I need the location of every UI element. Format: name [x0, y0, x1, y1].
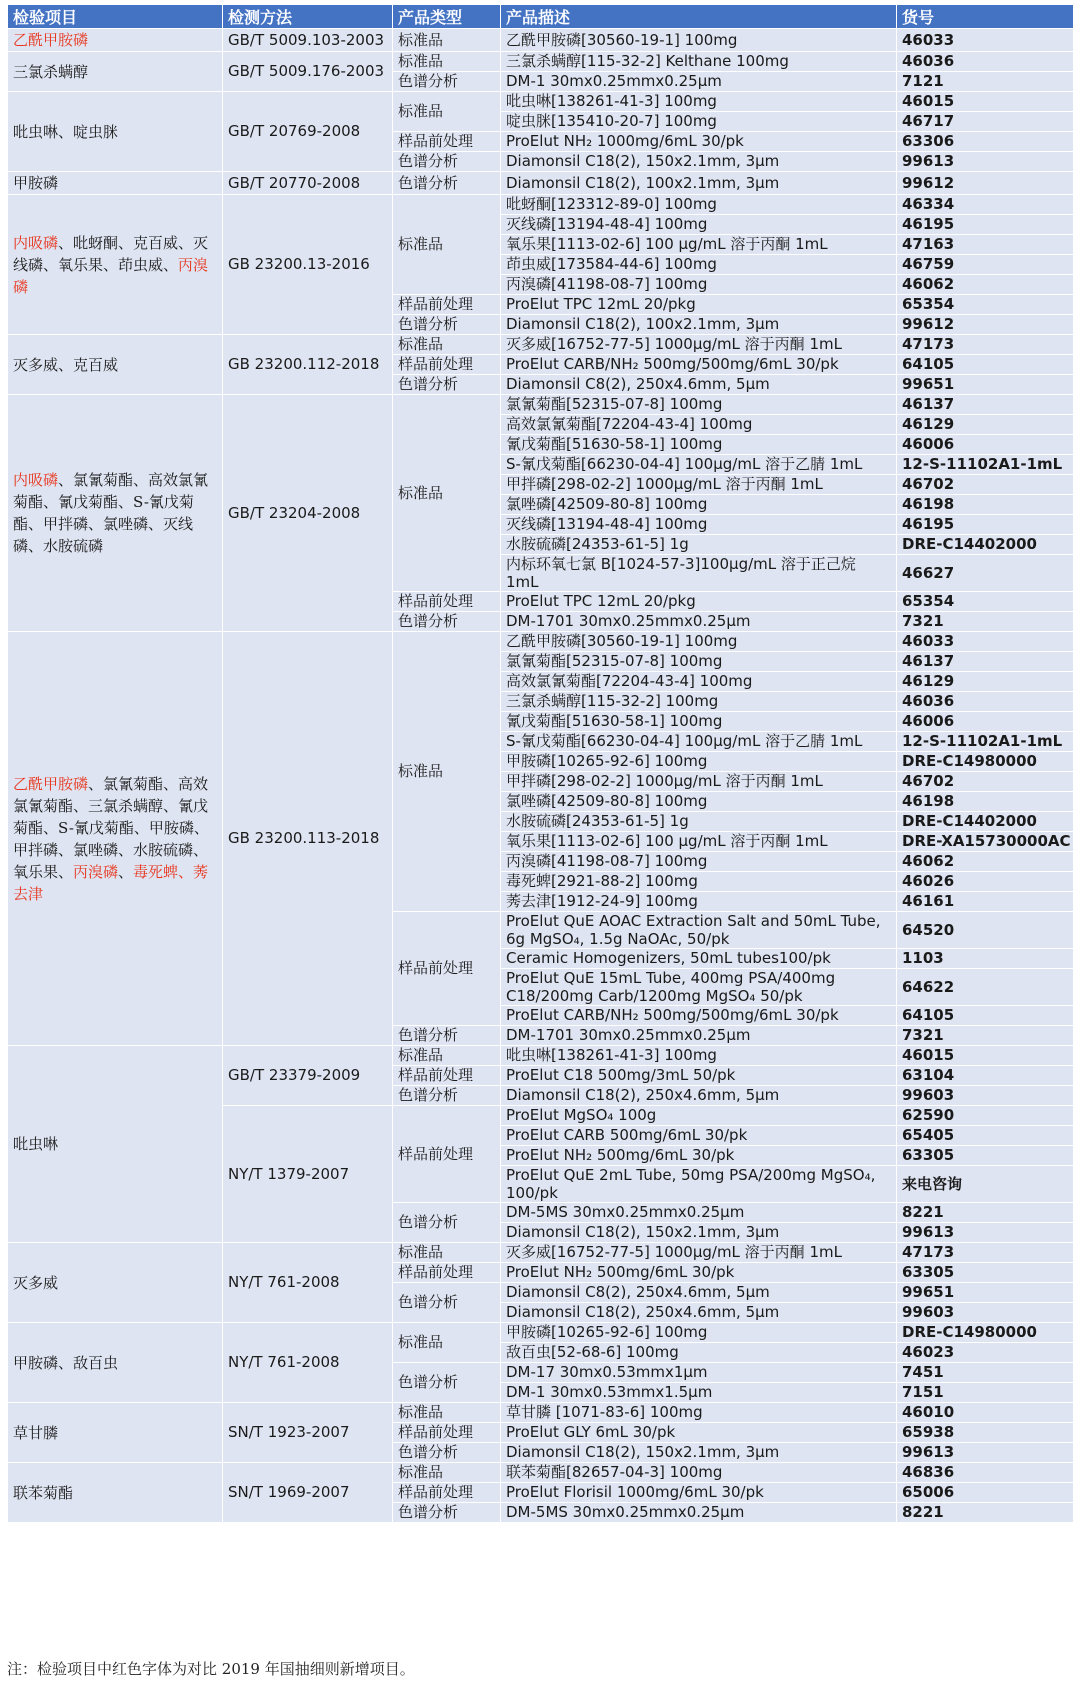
- product-description-cell: ProElut QuE 2mL Tube, 50mg PSA/200mg MgSO₄, 100/pk: [501, 1166, 897, 1203]
- table-row: [8, 29, 1074, 52]
- catalog-number-cell: 64105: [897, 355, 1074, 375]
- catalog-number-cell: 64520: [897, 912, 1074, 949]
- table-row: [8, 632, 1074, 652]
- inspection-item-cell: [8, 1323, 223, 1403]
- catalog-number-cell: 47163: [897, 235, 1074, 255]
- product-type-cell: 标准品: [393, 1243, 501, 1263]
- product-description-cell: 甲胺磷[10265-92-6] 100mg: [501, 752, 897, 772]
- product-type-cell: 标准品: [393, 92, 501, 132]
- product-description-cell: 灭线磷[13194-48-4] 100mg: [501, 515, 897, 535]
- product-description-cell: ProElut MgSO₄ 100g: [501, 1106, 897, 1126]
- item-text: 吡虫啉、啶虫脒: [13, 122, 119, 141]
- catalog-number-cell: 99612: [897, 172, 1074, 195]
- catalog-number-cell: 来电咨询: [897, 1166, 1074, 1203]
- inspection-item-cell: [8, 1046, 223, 1243]
- product-description-cell: DM-5MS 30mx0.25mmx0.25μm: [501, 1503, 897, 1523]
- item-text: 吡虫啉: [13, 1135, 59, 1153]
- method-cell: GB/T 20769-2008: [223, 92, 393, 172]
- catalog-number-cell: 46129: [897, 415, 1074, 435]
- catalog-number-cell: 46627: [897, 555, 1074, 592]
- product-type-cell: 标准品: [393, 195, 501, 295]
- product-type-cell: 标准品: [393, 1046, 501, 1066]
- method-cell: GB/T 5009.176-2003: [223, 52, 393, 92]
- catalog-number-cell: 99613: [897, 152, 1074, 172]
- product-description-cell: 氧乐果[1113-02-6] 100 μg/mL 溶于丙酮 1mL: [501, 832, 897, 852]
- catalog-number-cell: 46702: [897, 772, 1074, 792]
- item-text: 、氯氰菊酯、高效氯氰菊酯、三氯杀螨醇、氰戊菊酯、S-氰戊菊酯、甲胺磷、甲拌磷、氯唑磷、水胺硫磷、氧乐果、: [13, 774, 209, 881]
- catalog-number-cell: 46137: [897, 652, 1074, 672]
- method-cell: GB/T 23204-2008: [223, 395, 393, 632]
- product-description-cell: 内标环氧七氯 B[1024-57-3]100μg/mL 溶于正己烷 1mL: [501, 555, 897, 592]
- product-description-cell: ProElut Florisil 1000mg/6mL 30/pk: [501, 1483, 897, 1503]
- product-type-cell: 样品前处理: [393, 1483, 501, 1503]
- header-cell: 产品类型: [393, 5, 501, 29]
- item-text: 、吡蚜酮、克百威、灭线磷、氧乐果、茚虫威、: [13, 233, 209, 274]
- catalog-number-cell: 46015: [897, 92, 1074, 112]
- product-description-cell: 氰戊菊酯[51630-58-1] 100mg: [501, 712, 897, 732]
- catalog-number-cell: 65938: [897, 1423, 1074, 1443]
- catalog-number-cell: 46137: [897, 395, 1074, 415]
- footnote: 注：检验项目中红色字体为对比 2019 年国抽细则新增项目。: [7, 1660, 415, 1678]
- inspection-item-cell: [8, 1243, 223, 1323]
- catalog-number-cell: 7121: [897, 72, 1074, 92]
- catalog-number-cell: 46129: [897, 672, 1074, 692]
- catalog-number-cell: 99651: [897, 1283, 1074, 1303]
- product-description-cell: 啶虫脒[135410-20-7] 100mg: [501, 112, 897, 132]
- product-type-cell: 色谱分析: [393, 152, 501, 172]
- product-type-cell: 标准品: [393, 29, 501, 52]
- catalog-number-cell: 46006: [897, 712, 1074, 732]
- catalog-number-cell: 46759: [897, 255, 1074, 275]
- product-description-cell: 草甘膦 [1071-83-6] 100mg: [501, 1403, 897, 1423]
- item-text: 、: [118, 862, 134, 881]
- catalog-number-cell: 63305: [897, 1146, 1074, 1166]
- product-description-cell: 联苯菊酯[82657-04-3] 100mg: [501, 1463, 897, 1483]
- header-cell: 检验项目: [8, 5, 223, 29]
- product-description-cell: DM-1701 30mx0.25mmx0.25μm: [501, 612, 897, 632]
- item-text: 灭多威、克百威: [13, 355, 119, 374]
- table-row: [8, 1403, 1074, 1423]
- catalog-number-cell: 46836: [897, 1463, 1074, 1483]
- product-description-cell: ProElut TPC 12mL 20/pkg: [501, 295, 897, 315]
- catalog-number-cell: 65354: [897, 295, 1074, 315]
- product-type-cell: 色谱分析: [393, 1026, 501, 1046]
- product-description-cell: Diamonsil C18(2), 150x2.1mm, 3μm: [501, 1443, 897, 1463]
- table-row: [8, 92, 1074, 112]
- product-type-cell: 色谱分析: [393, 315, 501, 335]
- product-description-cell: Ceramic Homogenizers, 50mL tubes100/pk: [501, 949, 897, 969]
- product-description-cell: ProElut CARB/NH₂ 500mg/500mg/6mL 30/pk: [501, 355, 897, 375]
- product-description-cell: 氧乐果[1113-02-6] 100 μg/mL 溶于丙酮 1mL: [501, 235, 897, 255]
- product-description-cell: DM-1 30mx0.53mmx1.5μm: [501, 1383, 897, 1403]
- catalog-number-cell: 46334: [897, 195, 1074, 215]
- product-description-cell: Diamonsil C8(2), 250x4.6mm, 5μm: [501, 1283, 897, 1303]
- catalog-number-cell: 8221: [897, 1203, 1074, 1223]
- product-type-cell: 标准品: [393, 335, 501, 355]
- product-description-cell: 丙溴磷[41198-08-7] 100mg: [501, 852, 897, 872]
- catalog-number-cell: 12-S-11102A1-1mL: [897, 732, 1074, 752]
- catalog-number-cell: 65405: [897, 1126, 1074, 1146]
- new-item-text: 内吸磷: [13, 233, 59, 252]
- product-description-cell: 吡虫啉[138261-41-3] 100mg: [501, 92, 897, 112]
- catalog-number-cell: DRE-C14402000: [897, 535, 1074, 555]
- product-description-cell: 吡蚜酮[123312-89-0] 100mg: [501, 195, 897, 215]
- product-type-cell: 标准品: [393, 632, 501, 912]
- catalog-number-cell: 99651: [897, 375, 1074, 395]
- catalog-number-cell: 99603: [897, 1303, 1074, 1323]
- product-type-cell: 样品前处理: [393, 592, 501, 612]
- method-cell: GB 23200.13-2016: [223, 195, 393, 335]
- product-description-cell: 高效氯氰菊酯[72204-43-4] 100mg: [501, 672, 897, 692]
- catalog-number-cell: 12-S-11102A1-1mL: [897, 455, 1074, 475]
- product-description-cell: 灭多威[16752-77-5] 1000μg/mL 溶于丙酮 1mL: [501, 1243, 897, 1263]
- catalog-number-cell: 46015: [897, 1046, 1074, 1066]
- product-description-cell: 氯氰菊酯[52315-07-8] 100mg: [501, 395, 897, 415]
- product-description-cell: Diamonsil C18(2), 250x4.6mm, 5μm: [501, 1303, 897, 1323]
- item-text: 灭多威: [13, 1273, 59, 1292]
- product-description-cell: DM-1701 30mx0.25mmx0.25μm: [501, 1026, 897, 1046]
- product-type-cell: 色谱分析: [393, 1363, 501, 1403]
- product-description-cell: ProElut QuE AOAC Extraction Salt and 50mL Tube, 6g MgSO₄, 1.5g NaOAc, 50/pk: [501, 912, 897, 949]
- catalog-number-cell: 64105: [897, 1006, 1074, 1026]
- product-description-cell: Diamonsil C18(2), 150x2.1mm, 3μm: [501, 1223, 897, 1243]
- product-description-cell: Diamonsil C18(2), 100x2.1mm, 3μm: [501, 172, 897, 195]
- method-cell: SN/T 1969-2007: [223, 1463, 393, 1523]
- catalog-number-cell: 63306: [897, 132, 1074, 152]
- catalog-number-cell: 46195: [897, 515, 1074, 535]
- header-cell: 检测方法: [223, 5, 393, 29]
- method-cell: NY/T 1379-2007: [223, 1106, 393, 1243]
- catalog-number-cell: 46198: [897, 792, 1074, 812]
- catalog-number-cell: 46026: [897, 872, 1074, 892]
- catalog-number-cell: 62590: [897, 1106, 1074, 1126]
- product-type-cell: 样品前处理: [393, 1066, 501, 1086]
- product-type-cell: 样品前处理: [393, 1106, 501, 1203]
- inspection-item-cell: [8, 632, 223, 1046]
- product-description-cell: 丙溴磷[41198-08-7] 100mg: [501, 275, 897, 295]
- product-description-cell: 茚虫威[173584-44-6] 100mg: [501, 255, 897, 275]
- product-description-cell: 高效氯氰菊酯[72204-43-4] 100mg: [501, 415, 897, 435]
- product-type-cell: 色谱分析: [393, 172, 501, 195]
- product-type-cell: 标准品: [393, 1463, 501, 1483]
- inspection-item-cell: [8, 395, 223, 632]
- catalog-number-cell: 46036: [897, 52, 1074, 72]
- product-type-cell: 样品前处理: [393, 295, 501, 315]
- product-description-cell: 灭多威[16752-77-5] 1000μg/mL 溶于丙酮 1mL: [501, 335, 897, 355]
- catalog-number-cell: 46010: [897, 1403, 1074, 1423]
- product-type-cell: 标准品: [393, 395, 501, 592]
- product-description-cell: ProElut TPC 12mL 20/pkg: [501, 592, 897, 612]
- product-type-cell: 色谱分析: [393, 375, 501, 395]
- product-description-cell: 灭线磷[13194-48-4] 100mg: [501, 215, 897, 235]
- catalog-number-cell: 99603: [897, 1086, 1074, 1106]
- header-row: [8, 5, 1074, 29]
- table-body: [8, 29, 1074, 1523]
- catalog-number-cell: DRE-XA15730000AC: [897, 832, 1074, 852]
- product-description-cell: 氯唑磷[42509-80-8] 100mg: [501, 495, 897, 515]
- product-description-cell: 甲胺磷[10265-92-6] 100mg: [501, 1323, 897, 1343]
- product-type-cell: 标准品: [393, 52, 501, 72]
- product-description-cell: 三氯杀螨醇[115-32-2] 100mg: [501, 692, 897, 712]
- catalog-number-cell: 8221: [897, 1503, 1074, 1523]
- product-description-cell: Diamonsil C18(2), 150x2.1mm, 3μm: [501, 152, 897, 172]
- catalog-number-cell: 99612: [897, 315, 1074, 335]
- inspection-item-cell: [8, 172, 223, 195]
- table-row: [8, 395, 1074, 415]
- product-type-cell: 色谱分析: [393, 1503, 501, 1523]
- product-description-cell: 水胺硫磷[24353-61-5] 1g: [501, 535, 897, 555]
- catalog-number-cell: 63305: [897, 1263, 1074, 1283]
- product-description-cell: Diamonsil C18(2), 250x4.6mm, 5μm: [501, 1086, 897, 1106]
- product-type-cell: 标准品: [393, 1323, 501, 1363]
- catalog-number-cell: 46023: [897, 1343, 1074, 1363]
- inspection-item-cell: [8, 195, 223, 335]
- catalog-number-cell: 7321: [897, 612, 1074, 632]
- catalog-number-cell: 46062: [897, 275, 1074, 295]
- product-description-cell: 水胺硫磷[24353-61-5] 1g: [501, 812, 897, 832]
- product-type-cell: 色谱分析: [393, 72, 501, 92]
- item-text: 联苯菊酯: [13, 1483, 74, 1502]
- catalog-number-cell: 46006: [897, 435, 1074, 455]
- catalog-number-cell: 7451: [897, 1363, 1074, 1383]
- product-description-cell: 氯氰菊酯[52315-07-8] 100mg: [501, 652, 897, 672]
- product-description-cell: S-氰戊菊酯[66230-04-4] 100μg/mL 溶于乙腈 1mL: [501, 455, 897, 475]
- product-description-cell: 甲拌磷[298-02-2] 1000μg/mL 溶于丙酮 1mL: [501, 772, 897, 792]
- product-description-cell: 氰戊菊酯[51630-58-1] 100mg: [501, 435, 897, 455]
- item-text: 草甘膦: [13, 1423, 59, 1442]
- header-cell: 货号: [897, 5, 1074, 29]
- catalog-number-cell: 1103: [897, 949, 1074, 969]
- table-row: [8, 1463, 1074, 1483]
- catalog-number-cell: 46161: [897, 892, 1074, 912]
- catalog-number-cell: 99613: [897, 1223, 1074, 1243]
- method-cell: GB 23200.112-2018: [223, 335, 393, 395]
- inspection-item-cell: [8, 92, 223, 172]
- catalog-number-cell: 99613: [897, 1443, 1074, 1463]
- new-item-text: 乙酰甲胺磷: [13, 774, 89, 793]
- product-table: [7, 4, 1074, 1523]
- method-cell: GB/T 20770-2008: [223, 172, 393, 195]
- catalog-number-cell: 7151: [897, 1383, 1074, 1403]
- product-description-cell: Diamonsil C18(2), 100x2.1mm, 3μm: [501, 315, 897, 335]
- catalog-number-cell: 46062: [897, 852, 1074, 872]
- catalog-number-cell: 7321: [897, 1026, 1074, 1046]
- table-row: [8, 1046, 1074, 1066]
- product-description-cell: ProElut C18 500mg/3mL 50/pk: [501, 1066, 897, 1086]
- product-type-cell: 样品前处理: [393, 132, 501, 152]
- product-description-cell: ProElut QuE 15mL Tube, 400mg PSA/400mg C18/200mg Carb/1200mg MgSO₄ 50/pk: [501, 969, 897, 1006]
- catalog-number-cell: 46033: [897, 632, 1074, 652]
- table-row: [8, 52, 1074, 72]
- product-type-cell: 样品前处理: [393, 1423, 501, 1443]
- catalog-number-cell: DRE-C14980000: [897, 752, 1074, 772]
- new-item-text: 毒死蜱、莠去津: [13, 862, 209, 903]
- product-description-cell: ProElut CARB/NH₂ 500mg/500mg/6mL 30/pk: [501, 1006, 897, 1026]
- catalog-number-cell: 46033: [897, 29, 1074, 52]
- product-description-cell: DM-5MS 30mx0.25mmx0.25μm: [501, 1203, 897, 1223]
- product-description-cell: 毒死蜱[2921-88-2] 100mg: [501, 872, 897, 892]
- inspection-item-cell: [8, 335, 223, 395]
- method-cell: GB/T 23379-2009: [223, 1046, 393, 1106]
- catalog-number-cell: 46717: [897, 112, 1074, 132]
- catalog-number-cell: 46195: [897, 215, 1074, 235]
- item-text: 、氯氰菊酯、高效氯氰菊酯、氰戊菊酯、S-氰戊菊酯、甲拌磷、氯唑磷、灭线磷、水胺硫磷: [13, 471, 209, 555]
- item-text: 三氯杀螨醇: [13, 62, 89, 81]
- product-description-cell: 莠去津[1912-24-9] 100mg: [501, 892, 897, 912]
- product-description-cell: 乙酰甲胺磷[30560-19-1] 100mg: [501, 29, 897, 52]
- table-row: [8, 172, 1074, 195]
- new-item-text: 丙溴磷: [13, 255, 209, 296]
- product-type-cell: 色谱分析: [393, 1283, 501, 1323]
- new-item-text: 丙溴磷: [73, 862, 119, 881]
- catalog-number-cell: 63104: [897, 1066, 1074, 1086]
- method-cell: SN/T 1923-2007: [223, 1403, 393, 1463]
- product-description-cell: DM-1 30mx0.25mmx0.25μm: [501, 72, 897, 92]
- product-description-cell: ProElut NH₂ 500mg/6mL 30/pk: [501, 1146, 897, 1166]
- catalog-number-cell: 65354: [897, 592, 1074, 612]
- catalog-number-cell: 65006: [897, 1483, 1074, 1503]
- product-description-cell: Diamonsil C8(2), 250x4.6mm, 5μm: [501, 375, 897, 395]
- catalog-number-cell: 46036: [897, 692, 1074, 712]
- product-description-cell: ProElut NH₂ 500mg/6mL 30/pk: [501, 1263, 897, 1283]
- new-item-text: 乙酰甲胺磷: [13, 31, 89, 49]
- item-text: 甲胺磷: [13, 174, 59, 192]
- item-text: 甲胺磷、敌百虫: [13, 1353, 119, 1372]
- product-description-cell: 三氯杀螨醇[115-32-2] Kelthane 100mg: [501, 52, 897, 72]
- table-row: [8, 335, 1074, 355]
- product-type-cell: 样品前处理: [393, 355, 501, 375]
- table-row: [8, 1243, 1074, 1263]
- product-type-cell: 标准品: [393, 1403, 501, 1423]
- inspection-item-cell: [8, 29, 223, 52]
- catalog-number-cell: DRE-C14980000: [897, 1323, 1074, 1343]
- product-description-cell: ProElut GLY 6mL 30/pk: [501, 1423, 897, 1443]
- method-cell: NY/T 761-2008: [223, 1323, 393, 1403]
- product-description-cell: ProElut CARB 500mg/6mL 30/pk: [501, 1126, 897, 1146]
- product-description-cell: S-氰戊菊酯[66230-04-4] 100μg/mL 溶于乙腈 1mL: [501, 732, 897, 752]
- table-row: [8, 1323, 1074, 1343]
- product-description-cell: 乙酰甲胺磷[30560-19-1] 100mg: [501, 632, 897, 652]
- product-description-cell: DM-17 30mx0.53mmx1μm: [501, 1363, 897, 1383]
- new-item-text: 内吸磷: [13, 471, 59, 489]
- inspection-item-cell: [8, 1463, 223, 1523]
- catalog-number-cell: 64622: [897, 969, 1074, 1006]
- product-description-cell: ProElut NH₂ 1000mg/6mL 30/pk: [501, 132, 897, 152]
- catalog-number-cell: 46198: [897, 495, 1074, 515]
- header-cell: 产品描述: [501, 5, 897, 29]
- product-description-cell: 甲拌磷[298-02-2] 1000μg/mL 溶于丙酮 1mL: [501, 475, 897, 495]
- inspection-item-cell: [8, 52, 223, 92]
- product-description-cell: 氯唑磷[42509-80-8] 100mg: [501, 792, 897, 812]
- table-row: [8, 195, 1074, 215]
- catalog-number-cell: DRE-C14402000: [897, 812, 1074, 832]
- product-type-cell: 色谱分析: [393, 1443, 501, 1463]
- inspection-item-cell: [8, 1403, 223, 1463]
- product-description-cell: 敌百虫[52-68-6] 100mg: [501, 1343, 897, 1363]
- product-description-cell: 吡虫啉[138261-41-3] 100mg: [501, 1046, 897, 1066]
- product-type-cell: 样品前处理: [393, 1263, 501, 1283]
- product-type-cell: 样品前处理: [393, 912, 501, 1026]
- product-type-cell: 色谱分析: [393, 612, 501, 632]
- product-type-cell: 色谱分析: [393, 1086, 501, 1106]
- catalog-number-cell: 46702: [897, 475, 1074, 495]
- product-type-cell: 色谱分析: [393, 1203, 501, 1243]
- method-cell: NY/T 761-2008: [223, 1243, 393, 1323]
- catalog-number-cell: 47173: [897, 335, 1074, 355]
- catalog-number-cell: 47173: [897, 1243, 1074, 1263]
- method-cell: GB 23200.113-2018: [223, 632, 393, 1046]
- method-cell: GB/T 5009.103-2003: [223, 29, 393, 52]
